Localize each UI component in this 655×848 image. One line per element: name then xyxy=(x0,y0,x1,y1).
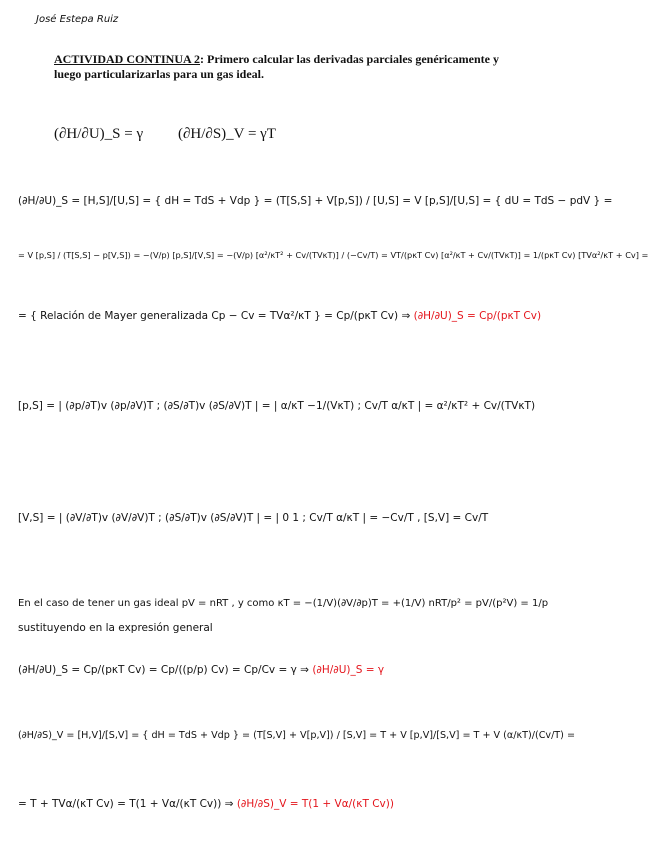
determinant-v-s: [V,S] = | (∂V/∂T)v (∂V/∂V)T ; (∂S/∂T)v (∂S/∂V)T | = | 0 1 ; Cv/T α/κT | = −Cv/T , [S,V] = Cv/T xyxy=(18,512,489,524)
final-derivation: = T + TVα/(κT Cv) = T(1 + Vα/(κT Cv)) xyxy=(18,798,222,810)
activity-text: : Primero calcular las derivadas parciales genéricamente y luego particularizarlas para un gas ideal. xyxy=(54,52,499,81)
derivation-line-2: = V [p,S] / (T[S,S] − p[V,S]) = −(V/p) [p,S]/[V,S] = −(V/p) [α²/κT² + Cv/(TVκT)] / (−Cv/T) = VT/(pκT Cv) [α²/κT + Cv/(TVκT)] = 1/(pκT Cv) [TVα²/κT + Cv] = xyxy=(18,250,649,260)
ideal-result-line xyxy=(18,664,384,676)
implies-arrow-3: ⇒ xyxy=(224,798,234,810)
target-formula-1: (∂H/∂U)_S = γ xyxy=(54,126,144,142)
author-name: José Estepa Ruiz xyxy=(36,14,119,25)
implies-arrow: ⇒ xyxy=(401,310,411,322)
result-3: (∂H/∂S)_V = T(1 + Vα/(κT Cv)) xyxy=(236,798,394,810)
ideal-gas-line: En el caso de tener un gas ideal pV = nRT , y como κT = −(1/V)(∂V/∂p)T = +(1/V) nRT/p² = pV/(p²V) = 1/p xyxy=(18,598,549,609)
target-formula-2: (∂H/∂S)_V = γT xyxy=(178,126,276,142)
determinant-p-s: [p,S] = | (∂p/∂T)v (∂p/∂V)T ; (∂S/∂T)v (∂S/∂V)T | = | α/κT −1/(VκT) ; Cv/T α/κT | = α²/κT² + Cv/(TVκT) xyxy=(18,400,536,412)
result-1: (∂H/∂U)_S = Cp/(pκT Cv) xyxy=(413,310,542,322)
activity-label: ACTIVIDAD CONTINUA 2 xyxy=(54,52,201,66)
derivation-line-3 xyxy=(18,310,541,322)
mayer-text: = { Relación de Mayer generalizada Cp − Cv = TVα²/κT } = Cp/(pκT Cv) xyxy=(18,310,399,322)
derivation-line-h-s: (∂H/∂S)_V = [H,V]/[S,V] = { dH = TdS + Vdp } = (T[S,V] + V[p,V]) / [S,V] = T + V [p,V]/[S,V] = T + V (α/κT)/(Cv/T) = xyxy=(18,730,575,741)
ideal-derivation: (∂H/∂U)_S = Cp/(pκT Cv) = Cp/((p/p) Cv) = Cp/Cv = γ xyxy=(18,664,297,676)
substitution-line: sustituyendo en la expresión general xyxy=(18,622,213,634)
derivation-line-1: (∂H/∂U)_S = [H,S]/[U,S] = { dH = TdS + Vdp } = (T[S,S] + V[p,S]) / [U,S] = V [p,S]/[U,S] = { dU = TdS − pdV } = xyxy=(18,195,613,207)
activity-title xyxy=(54,52,524,82)
implies-arrow-2: ⇒ xyxy=(300,664,309,676)
final-result-line xyxy=(18,798,394,810)
result-2: (∂H/∂U)_S = γ xyxy=(312,664,385,676)
